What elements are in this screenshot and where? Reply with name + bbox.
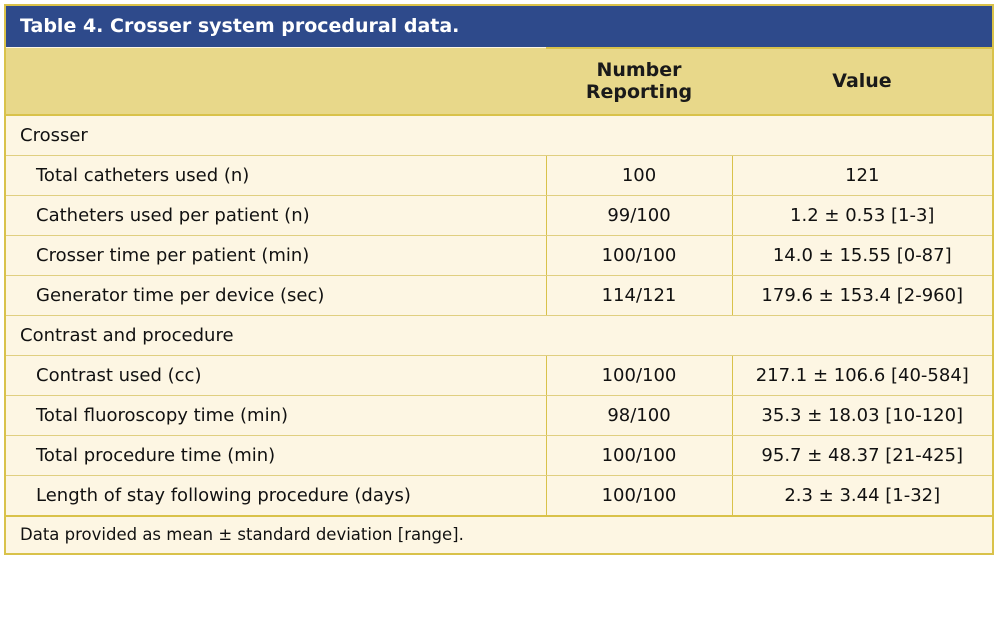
header-cell-value: Value [732,48,992,115]
row-value: 14.0 ± 15.55 [0-87] [732,235,992,275]
section-label: Crosser [6,115,992,156]
table-footnote: Data provided as mean ± standard deviation [range]. [6,516,992,553]
row-value: 2.3 ± 3.44 [1-32] [732,475,992,516]
row-number-reporting: 98/100 [546,395,732,435]
header-row [6,48,992,115]
row-value: 217.1 ± 106.6 [40-584] [732,355,992,395]
row-label: Total procedure time (min) [6,435,546,475]
row-value: 95.7 ± 48.37 [21-425] [732,435,992,475]
row-label: Generator time per device (sec) [6,275,546,315]
table-row [6,435,992,475]
table-row [6,355,992,395]
table-body [6,115,992,516]
table-row [6,475,992,516]
row-number-reporting: 100/100 [546,475,732,516]
table-container [4,4,994,555]
row-number-reporting: 100/100 [546,235,732,275]
row-label: Crosser time per patient (min) [6,235,546,275]
row-number-reporting: 100/100 [546,355,732,395]
section-label: Contrast and procedure [6,315,992,355]
procedural-data-table [6,6,992,553]
row-number-reporting: 99/100 [546,195,732,235]
row-number-reporting: 100 [546,155,732,195]
header-number-line1: Number [596,59,682,81]
row-label: Total catheters used (n) [6,155,546,195]
table-row [6,235,992,275]
table-row [6,195,992,235]
row-number-reporting: 100/100 [546,435,732,475]
row-label: Catheters used per patient (n) [6,195,546,235]
row-label: Length of stay following procedure (days) [6,475,546,516]
header-cell-number-reporting [546,48,732,115]
table-footer [6,516,992,553]
header-number-line2: Reporting [585,81,693,104]
header-cell-label [6,48,546,115]
table-caption: Table 4. Crosser system procedural data. [6,6,992,47]
table-row [6,155,992,195]
table-row [6,315,992,355]
row-value: 1.2 ± 0.53 [1-3] [732,195,992,235]
table-header [6,48,992,115]
row-value: 35.3 ± 18.03 [10-120] [732,395,992,435]
row-label: Contrast used (cc) [6,355,546,395]
row-value: 179.6 ± 153.4 [2-960] [732,275,992,315]
row-value: 121 [732,155,992,195]
row-number-reporting: 114/121 [546,275,732,315]
footnote-row [6,516,992,553]
table-row [6,275,992,315]
row-label: Total fluoroscopy time (min) [6,395,546,435]
table-row [6,115,992,156]
table-row [6,395,992,435]
